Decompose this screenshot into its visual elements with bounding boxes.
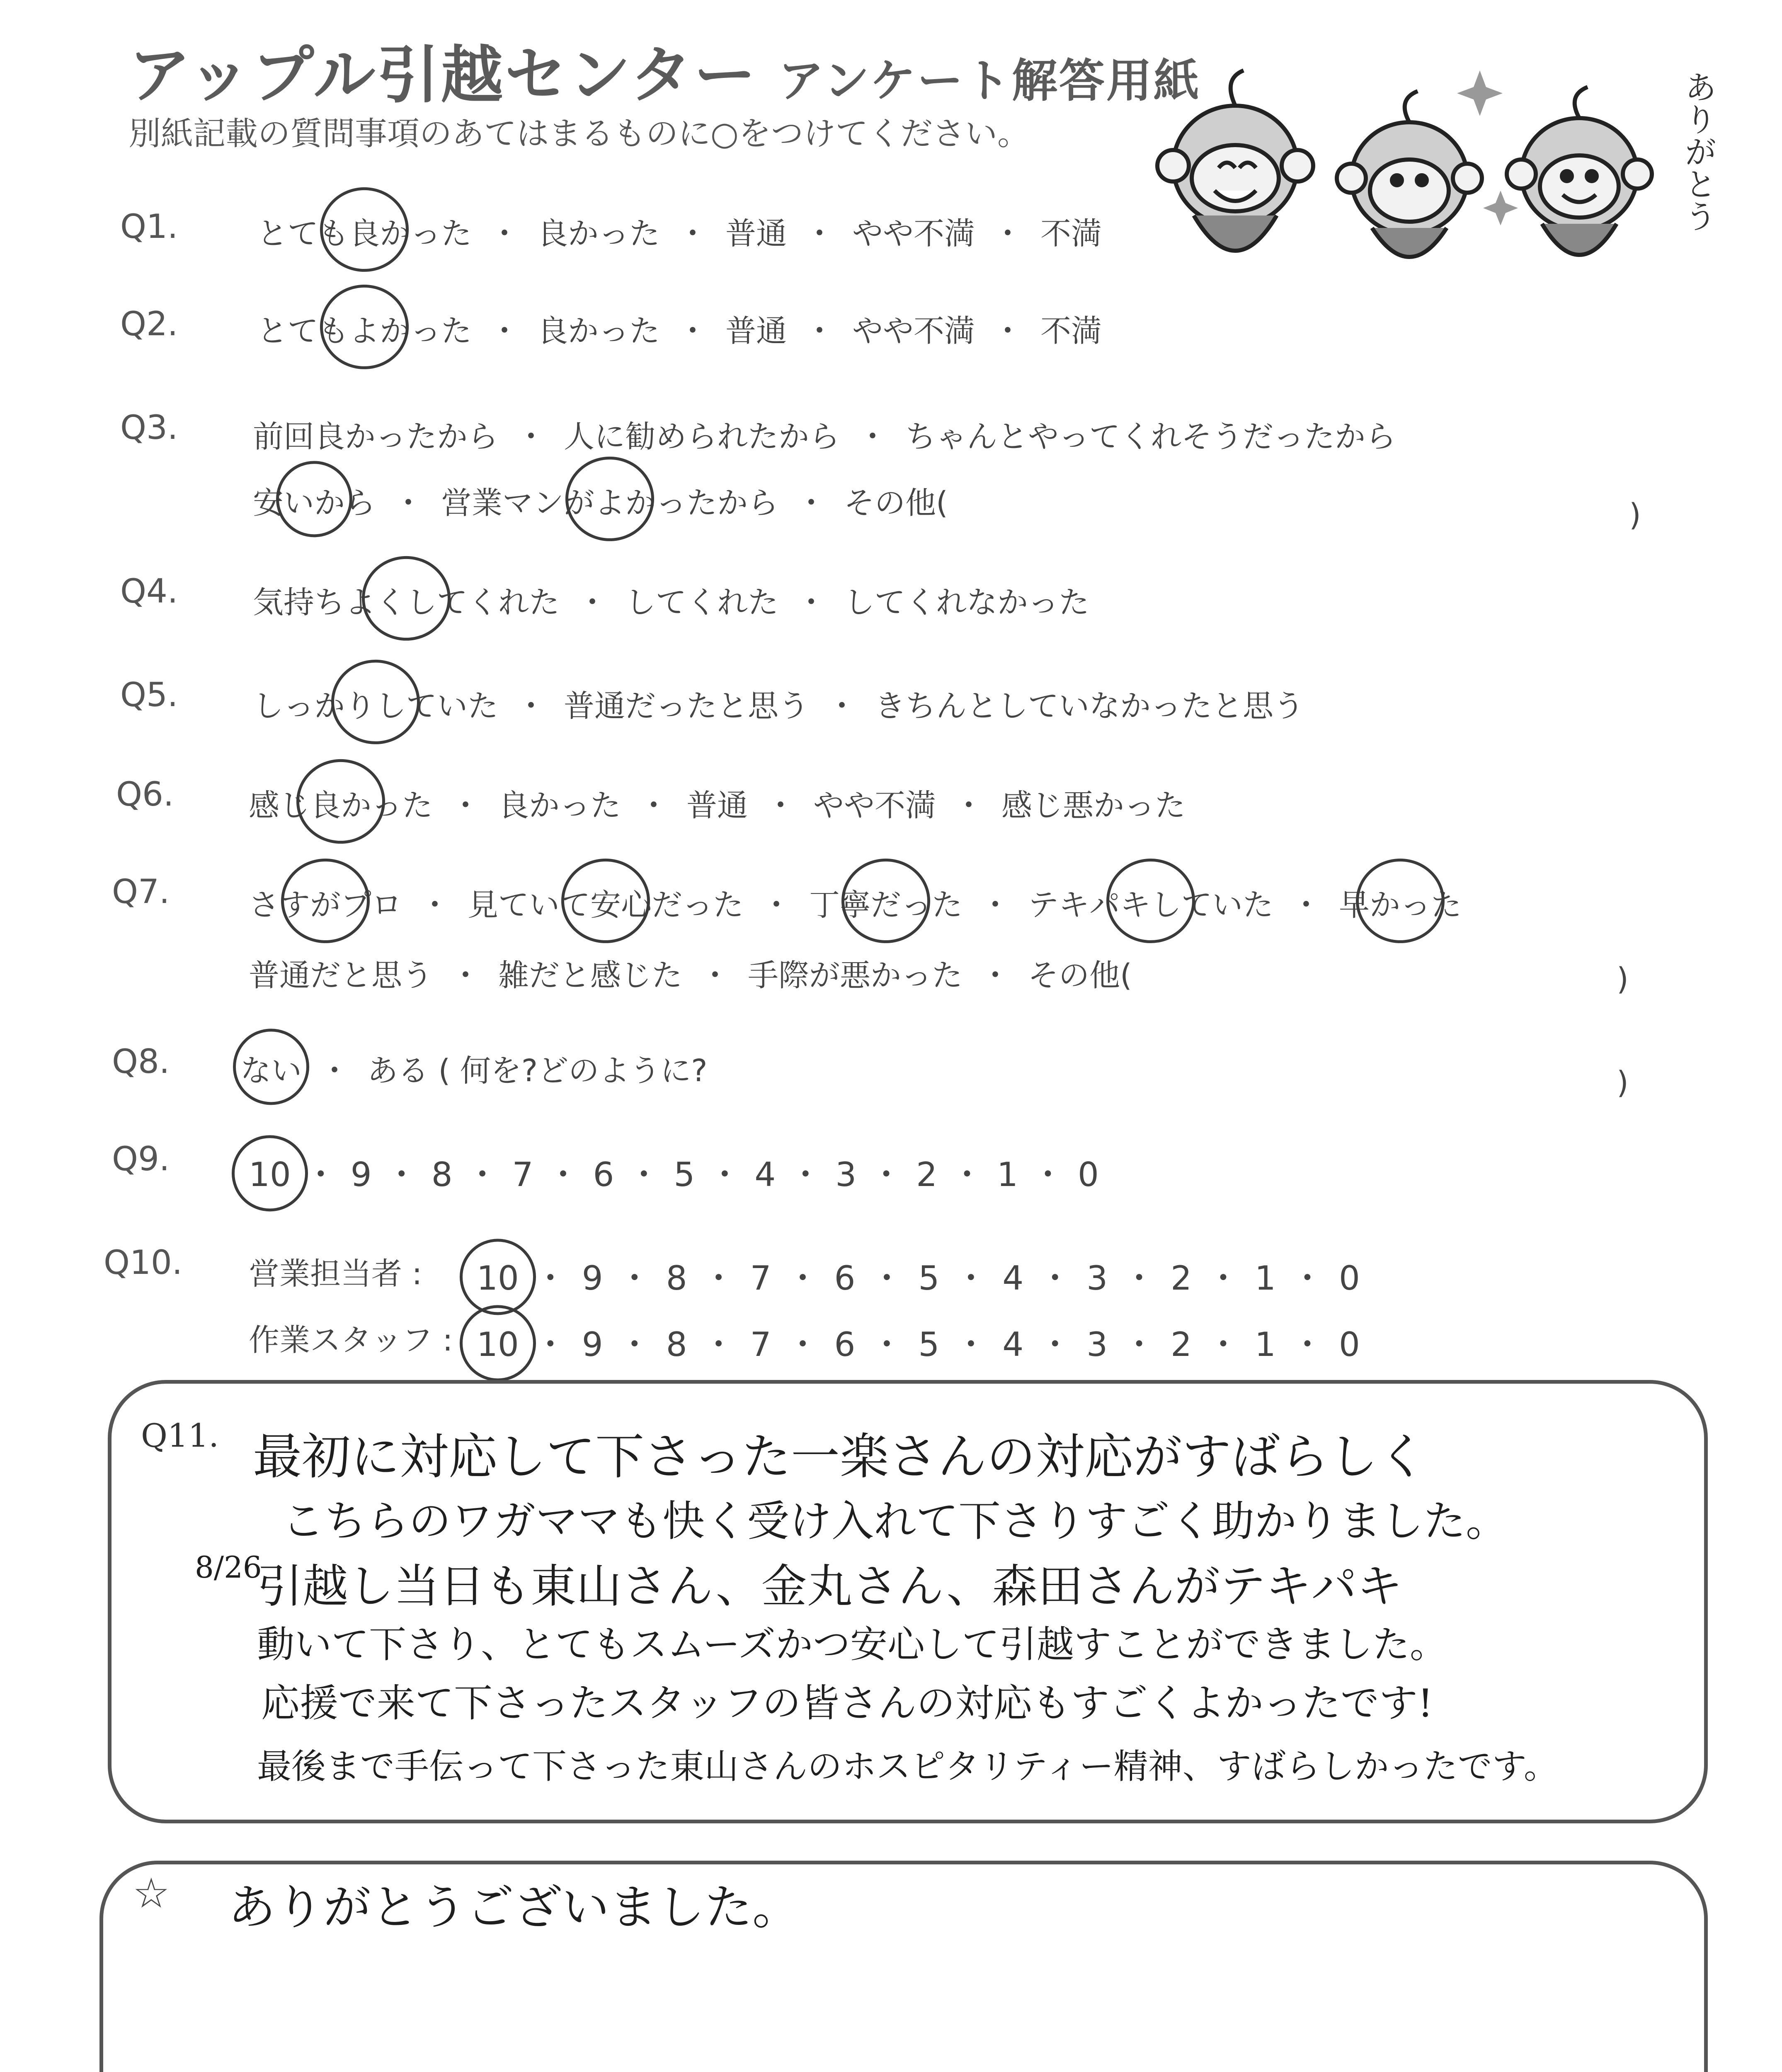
q1-options: とても良かった ・ 良かった ・ 普通 ・ やや不満 ・ 不満 <box>257 209 1102 253</box>
q7-option-7[interactable]: 雑だと感じた <box>498 958 682 993</box>
q6-option-2[interactable]: 良かった <box>498 788 621 823</box>
q10-sales-label: 営業担当者 : <box>249 1256 422 1292</box>
q10-staff-value-3[interactable]: 3 <box>1086 1325 1108 1364</box>
q8-option-2[interactable]: ある ( 何を?どのように? <box>367 1053 708 1089</box>
q6-options: 感じ良かった ・ 良かった ・ 普通 ・ やや不満 ・ 感じ悪かった <box>249 781 1186 825</box>
company-name: アップル引越センター <box>128 39 758 111</box>
q3-option-3[interactable]: ちゃんとやってくれそうだったから <box>905 419 1396 455</box>
sparkle-icon <box>1457 70 1518 225</box>
q4-option-1[interactable]: 気持ちよくしてくれた <box>253 578 560 622</box>
q10-staff-value-2[interactable]: 2 <box>1171 1325 1192 1364</box>
q11-line-2: こちらのワガママも快く受け入れて下さりすごく助かりました。 <box>282 1497 1508 1546</box>
q7-option-other[interactable]: その他( <box>1028 958 1132 993</box>
q7-label: Q7. <box>112 872 170 911</box>
q9-value-4[interactable]: 4 <box>754 1155 776 1194</box>
q10-staff-value-8[interactable]: 8 <box>666 1325 687 1364</box>
q10-staff-label: 作業スタッフ : <box>249 1322 453 1358</box>
q9-value-9[interactable]: 9 <box>350 1155 372 1194</box>
q10-sales-value-2[interactable]: 2 <box>1171 1259 1192 1297</box>
q5-option-2[interactable]: 普通だったと思う <box>564 688 809 724</box>
q2-label: Q2. <box>120 305 178 343</box>
q11-line-6: 最後まで手伝って下さった東山さんのホスピタリティー精神、すばらしかったです。 <box>257 1746 1559 1786</box>
q2-option-2[interactable]: 良かった <box>537 313 660 349</box>
q4-option-2[interactable]: してくれた <box>625 585 778 620</box>
q2-option-5[interactable]: 不満 <box>1040 313 1102 349</box>
q2-option-1[interactable]: とてもよかった <box>257 307 472 351</box>
q11-label: Q11. <box>141 1417 219 1455</box>
q9-value-8[interactable]: 8 <box>431 1155 453 1194</box>
q10-staff-scale: 10 ・ 9 ・ 8 ・ 7 ・ 6 ・ 5 ・ 4 ・ 3 ・ 2 ・ 1 ・ 0 <box>477 1325 1360 1364</box>
q2-option-4[interactable]: やや不満 <box>852 313 975 349</box>
form-name: アンケート解答用紙 <box>778 54 1201 107</box>
q6-option-3[interactable]: 普通 <box>686 788 748 823</box>
q7-option-1[interactable]: さすがプロ <box>249 881 402 925</box>
q7-options-line1: さすがプロ ・ 見ていて安心だった ・ 丁寧だった ・ テキパキしていた ・ 早かった <box>249 881 1462 925</box>
q10-staff-value-1[interactable]: 1 <box>1255 1325 1276 1364</box>
q10-sales-value-4[interactable]: 4 <box>1002 1259 1024 1297</box>
q10-sales-value-3[interactable]: 3 <box>1086 1259 1108 1297</box>
q10-staff-value-7[interactable]: 7 <box>750 1325 771 1364</box>
q10-staff-value-9[interactable]: 9 <box>582 1325 603 1364</box>
q10-sales-value-5[interactable]: 5 <box>918 1259 940 1297</box>
q9-value-10[interactable]: 10 <box>249 1155 291 1194</box>
q5-options: しっかりしていた ・ 普通だったと思う ・ きちんとしていなかったと思う <box>253 682 1304 726</box>
q10-sales-value-7[interactable]: 7 <box>750 1259 771 1297</box>
q6-option-5[interactable]: 感じ悪かった <box>1001 788 1186 823</box>
q3-option-2[interactable]: 人に勧められたから <box>564 419 840 455</box>
q5-label: Q5. <box>120 675 178 714</box>
monkey-mascots-illustration <box>1140 54 1679 286</box>
q6-option-4[interactable]: やや不満 <box>813 788 936 823</box>
q1-option-2[interactable]: 良かった <box>537 216 660 252</box>
q9-value-7[interactable]: 7 <box>512 1155 533 1194</box>
q11-line-1: 最初に対応して下さった一楽さんの対応がすばらしく <box>253 1428 1427 1485</box>
q10-sales-value-8[interactable]: 8 <box>666 1259 687 1297</box>
q9-value-2[interactable]: 2 <box>916 1155 938 1194</box>
q10-sales-value-0[interactable]: 0 <box>1338 1259 1360 1297</box>
q7-option-5[interactable]: 早かった <box>1339 881 1462 925</box>
q11-date-note: 8/26 <box>195 1550 262 1585</box>
q9-scale: 10 ・ 9 ・ 8 ・ 7 ・ 6 ・ 5 ・ 4 ・ 3 ・ 2 ・ 1 ・ 0 <box>249 1155 1099 1194</box>
q10-sales-value-9[interactable]: 9 <box>582 1259 603 1297</box>
q4-options: 気持ちよくしてくれた ・ してくれた ・ してくれなかった <box>253 578 1089 622</box>
q10-label: Q10. <box>104 1243 183 1282</box>
q7-option-6[interactable]: 普通だと思う <box>249 958 433 993</box>
monkey-right-icon <box>1507 87 1652 255</box>
q1-option-4[interactable]: やや不満 <box>852 216 975 252</box>
q3-options-line2: 安いから ・ 営業マンがよかったから ・ その他( <box>253 479 948 523</box>
monkey-middle-icon <box>1337 91 1482 257</box>
form-title <box>128 25 1201 114</box>
q10-sales-value-1[interactable]: 1 <box>1255 1259 1276 1297</box>
q3-options-line1: 前回良かったから ・ 人に勧められたから ・ ちゃんとやってくれそうだったから <box>253 412 1396 456</box>
q9-value-0[interactable]: 0 <box>1077 1155 1099 1194</box>
q3-option-4[interactable]: 安いから <box>253 479 376 523</box>
q1-option-5[interactable]: 不満 <box>1040 216 1102 252</box>
q7-option-4[interactable]: テキパキしていた <box>1028 881 1273 925</box>
q3-option-1[interactable]: 前回良かったから <box>253 419 498 455</box>
q10-sales-scale: 10 ・ 9 ・ 8 ・ 7 ・ 6 ・ 5 ・ 4 ・ 3 ・ 2 ・ 1 ・ 0 <box>477 1259 1360 1297</box>
q2-option-3[interactable]: 普通 <box>725 313 787 349</box>
q2-options: とてもよかった ・ 良かった ・ 普通 ・ やや不満 ・ 不満 <box>257 307 1102 351</box>
q10-sales-value-6[interactable]: 6 <box>834 1259 856 1297</box>
q7-option-2[interactable]: 見ていて安心だった <box>468 881 744 925</box>
q9-value-5[interactable]: 5 <box>674 1155 695 1194</box>
q9-value-3[interactable]: 3 <box>835 1155 857 1194</box>
q3-label: Q3. <box>120 408 178 447</box>
q3-option-5[interactable]: 営業マンがよかったから <box>441 479 778 523</box>
monkey-left-icon <box>1157 70 1313 251</box>
q10-sales-value-10[interactable]: 10 <box>477 1259 519 1297</box>
q10-staff-value-5[interactable]: 5 <box>918 1325 940 1364</box>
q11-line-3: 引越し当日も東山さん、金丸さん、森田さんがテキパキ <box>257 1560 1403 1613</box>
instruction-text: 別紙記載の質問事項のあてはまるものに○をつけてください。 <box>128 115 1030 152</box>
q8-label: Q8. <box>112 1042 170 1081</box>
q8-option-1[interactable]: ない <box>240 1046 302 1090</box>
q1-label: Q1. <box>120 207 178 246</box>
q10-staff-value-10[interactable]: 10 <box>477 1325 519 1364</box>
q5-option-3[interactable]: きちんとしていなかったと思う <box>875 688 1304 724</box>
q1-option-3[interactable]: 普通 <box>725 216 787 252</box>
q4-label: Q4. <box>120 572 178 610</box>
q7-option-3[interactable]: 丁寧だった <box>809 881 963 925</box>
q6-label: Q6. <box>116 775 174 813</box>
q3-option-other[interactable]: その他( <box>844 485 948 521</box>
comment-text: ありがとうございました。 <box>228 1880 800 1935</box>
q8-close-paren: ) <box>1617 1065 1629 1101</box>
q5-option-1[interactable]: しっかりしていた <box>253 682 498 726</box>
q3-close-paren: ) <box>1629 497 1641 533</box>
q10-staff-value-6[interactable]: 6 <box>834 1325 856 1364</box>
q11-line-4: 動いて下さり、とてもスムーズかつ安心して引越すことができました。 <box>257 1623 1447 1666</box>
q9-value-1[interactable]: 1 <box>997 1155 1018 1194</box>
thanks-vertical-text: ありがとう <box>1679 70 1717 232</box>
q6-option-1[interactable]: 感じ良かった <box>249 781 433 825</box>
q10-staff-value-4[interactable]: 4 <box>1002 1325 1024 1364</box>
q11-line-5: 応援で来て下さったスタッフの皆さんの対応もすごくよかったです! <box>261 1681 1433 1726</box>
star-icon: ☆ <box>133 1869 170 1917</box>
q7-close-paren: ) <box>1617 961 1629 997</box>
q9-value-6[interactable]: 6 <box>593 1155 614 1194</box>
q7-option-8[interactable]: 手際が悪かった <box>748 958 963 993</box>
q10-staff-value-0[interactable]: 0 <box>1338 1325 1360 1364</box>
q7-options-line2: 普通だと思う ・ 雑だと感じた ・ 手際が悪かった ・ その他( <box>249 951 1132 995</box>
q9-label: Q9. <box>112 1140 170 1178</box>
q4-option-3[interactable]: してくれなかった <box>844 585 1089 620</box>
q8-options: ない ・ ある ( 何を?どのように? <box>240 1046 707 1090</box>
q1-option-1[interactable]: とても良かった <box>257 209 472 253</box>
